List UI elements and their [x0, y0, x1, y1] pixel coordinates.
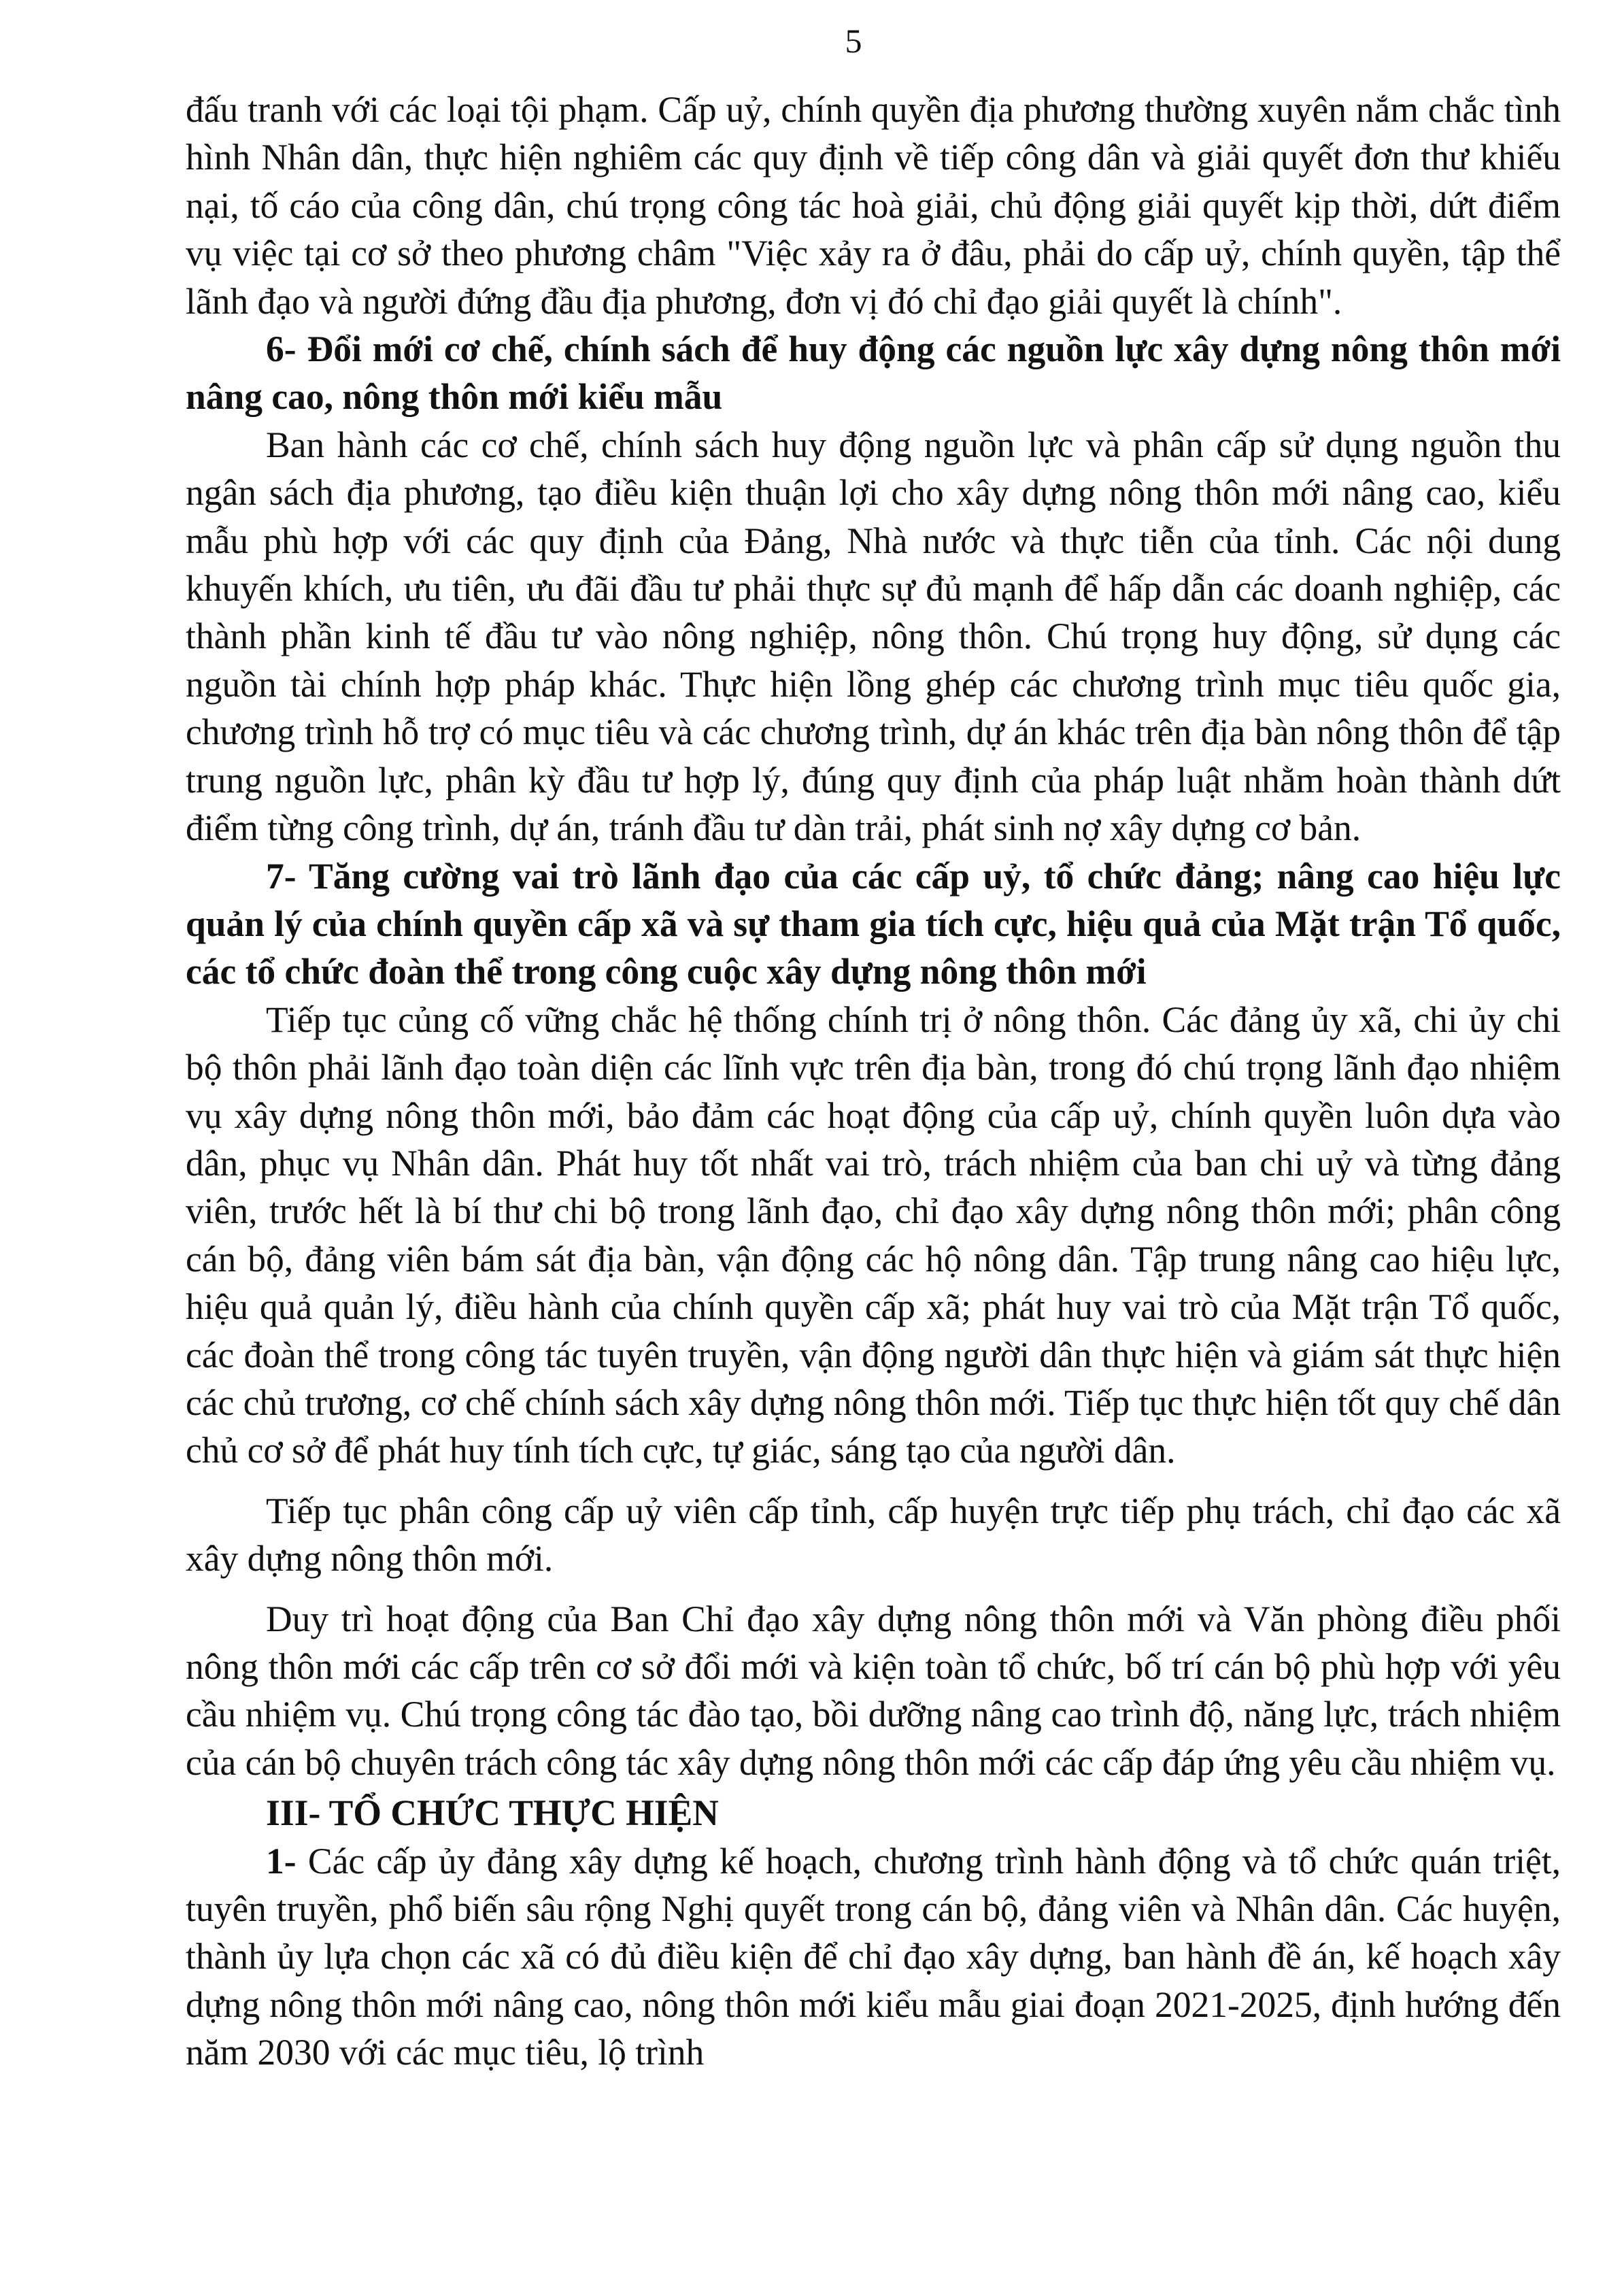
heading-section-6: 6- Đổi mới cơ chế, chính sách để huy động các nguồn lực xây dựng nông thôn mới nâng cao, nông thôn mới kiểu mẫu	[186, 329, 1561, 418]
heading-section-7: 7- Tăng cường vai trò lãnh đạo của các cấp uỷ, tổ chức đảng; nâng cao hiệu lực quản lý của chính quyền cấp xã và sự tham gia tích cực, hiệu quả của Mặt trận Tổ quốc, các tổ chức đoàn thể trong công cuộc xây dựng nông thôn mới	[186, 855, 1561, 992]
document-body	[186, 86, 1561, 2077]
paragraph-III-1-number: 1-	[266, 1840, 297, 1882]
paragraph-section-7a: Tiếp tục củng cố vững chắc hệ thống chính trị ở nông thôn. Các đảng ủy xã, chi ủy chi bộ thôn phải lãnh đạo toàn diện các lĩnh vực trên địa bàn, trong đó chú trọng lãnh đạo nhiệm vụ xây dựng nông thôn mới, bảo đảm các hoạt động của cấp uỷ, chính quyền luôn dựa vào dân, phục vụ Nhân dân. Phát huy tốt nhất vai trò, trách nhiệm của ban chi uỷ và từng đảng viên, trước hết là bí thư chi bộ trong lãnh đạo, chỉ đạo xây dựng nông thôn mới; phân công cán bộ, đảng viên bám sát địa bàn, vận động các hộ nông dân. Tập trung nâng cao hiệu lực, hiệu quả quản lý, điều hành của chính quyền cấp xã; phát huy vai trò của Mặt trận Tổ quốc, các đoàn thể trong công tác tuyên truyền, vận động người dân thực hiện và giám sát thực hiện các chủ trương, cơ chế chính sách xây dựng nông thôn mới. Tiếp tục thực hiện tốt quy chế dân chủ cơ sở để phát huy tính tích cực, tự giác, sáng tạo của người dân.	[186, 999, 1561, 1471]
paragraph-intro-continued: đấu tranh với các loại tội phạm. Cấp uỷ, chính quyền địa phương thường xuyên nắm chắc tình hình Nhân dân, thực hiện nghiêm các quy định về tiếp công dân và giải quyết đơn thư khiếu nại, tố cáo của công dân, chú trọng công tác hoà giải, chủ động giải quyết kịp thời, dứt điểm vụ việc tại cơ sở theo phương châm "Việc xảy ra ở đâu, phải do cấp uỷ, chính quyền, tập thể lãnh đạo và người đứng đầu địa phương, đơn vị đó chỉ đạo giải quyết là chính".	[186, 89, 1561, 322]
page-number: 5	[845, 22, 862, 60]
paragraph-III-1-text: Các cấp ủy đảng xây dựng kế hoạch, chương trình hành động và tổ chức quán triệt, tuyên truyền, phổ biến sâu rộng Nghị quyết trong cán bộ, đảng viên và Nhân dân. Các huyện, thành ủy lựa chọn các xã có đủ điều kiện để chỉ đạo xây dựng, ban hành đề án, kế hoạch xây dựng nông thôn mới nâng cao, nông thôn mới kiểu mẫu giai đoạn 2021-2025, định hướng đến năm 2030 với các mục tiêu, lộ trình	[186, 1840, 1561, 2073]
heading-section-III: III- TỔ CHỨC THỰC HIỆN	[266, 1792, 719, 1834]
paragraph-section-7b: Tiếp tục phân công cấp uỷ viên cấp tỉnh, cấp huyện trực tiếp phụ trách, chỉ đạo các xã xây dựng nông thôn mới.	[186, 1490, 1561, 1579]
paragraph-III-1	[186, 1837, 1561, 2077]
paragraph-section-7c: Duy trì hoạt động của Ban Chỉ đạo xây dựng nông thôn mới và Văn phòng điều phối nông thôn mới các cấp trên cơ sở đổi mới và kiện toàn tổ chức, bố trí cán bộ phù hợp với yêu cầu nhiệm vụ. Chú trọng công tác đào tạo, bồi dưỡng nâng cao trình độ, năng lực, trách nhiệm của cán bộ chuyên trách công tác xây dựng nông thôn mới các cấp đáp ứng yêu cầu nhiệm vụ.	[186, 1598, 1561, 1783]
paragraph-section-6: Ban hành các cơ chế, chính sách huy động nguồn lực và phân cấp sử dụng nguồn thu ngân sách địa phương, tạo điều kiện thuận lợi cho xây dựng nông thôn mới nâng cao, kiểu mẫu phù hợp với các quy định của Đảng, Nhà nước và thực tiễn của tỉnh. Các nội dung khuyến khích, ưu tiên, ưu đãi đầu tư phải thực sự đủ mạnh để hấp dẫn các doanh nghiệp, các thành phần kinh tế đầu tư vào nông nghiệp, nông thôn. Chú trọng huy động, sử dụng các nguồn tài chính hợp pháp khác. Thực hiện lồng ghép các chương trình mục tiêu quốc gia, chương trình hỗ trợ có mục tiêu và các chương trình, dự án khác trên địa bàn nông thôn để tập trung nguồn lực, phân kỳ đầu tư hợp lý, đúng quy định của pháp luật nhằm hoàn thành dứt điểm từng công trình, dự án, tránh đầu tư dàn trải, phát sinh nợ xây dựng cơ bản.	[186, 424, 1561, 849]
